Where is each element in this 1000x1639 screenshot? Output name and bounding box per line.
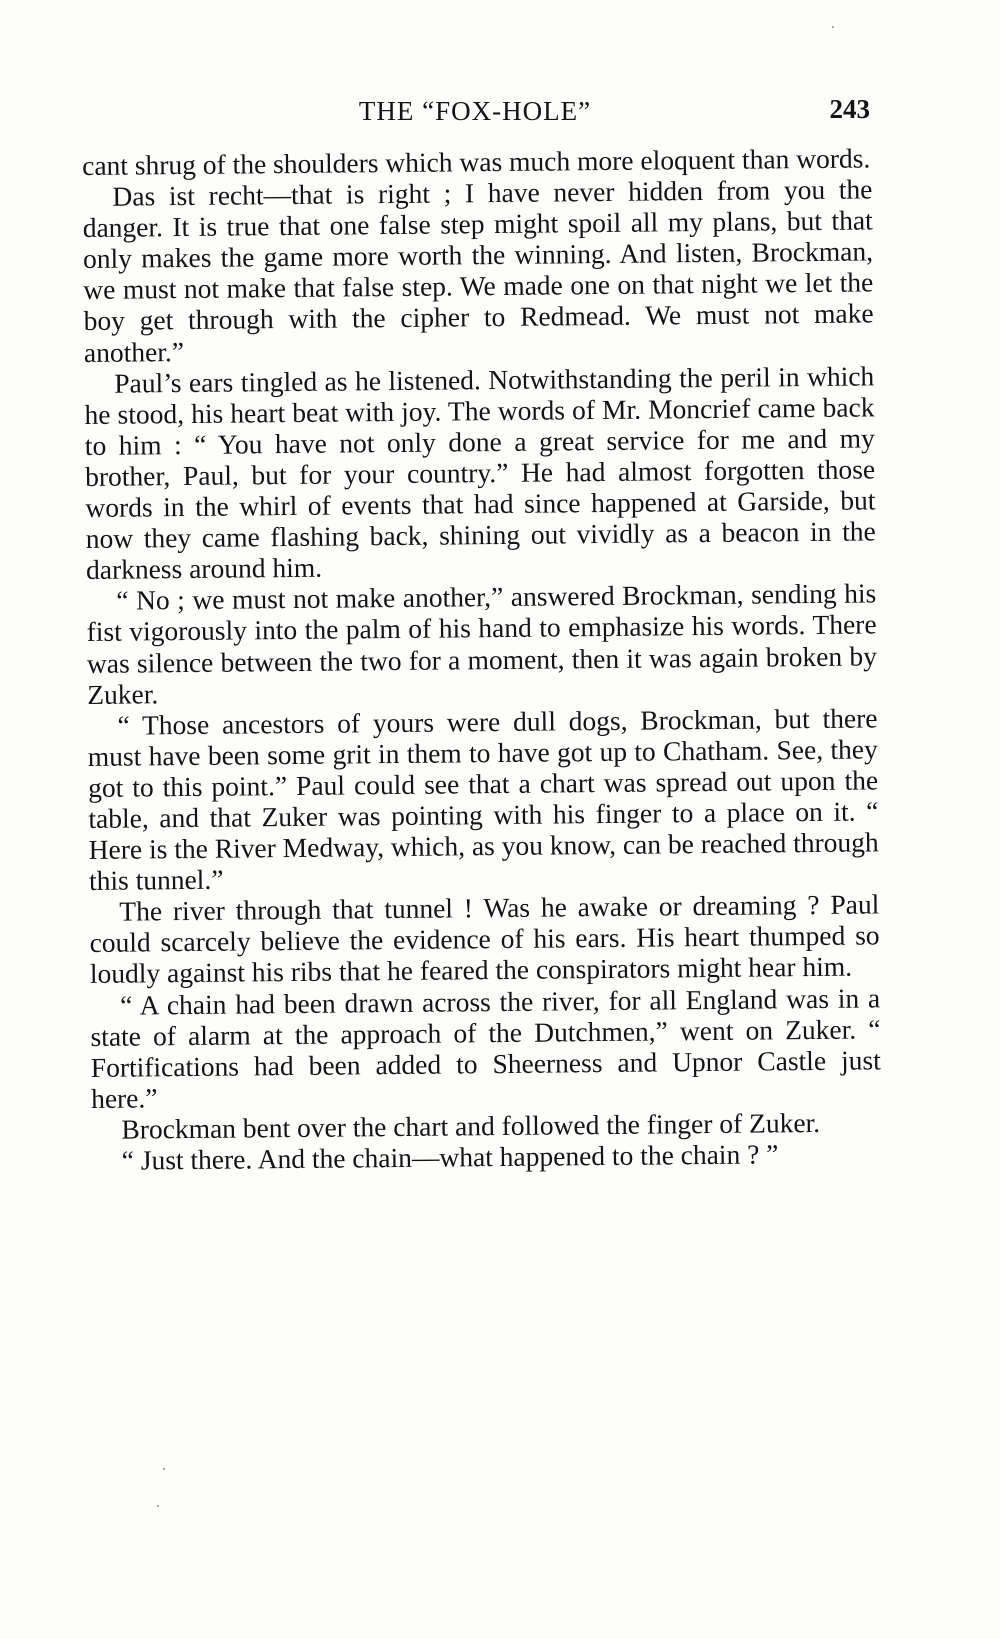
paragraph: “ No ; we must not make another,” answered Brockman, sending his fist vigorously into the palm of his hand to emphasize his words. There was silence between the two for a moment, then it was again broken by Zuker. (86, 577, 878, 710)
paragraph: Das ist recht—that is right ; I have never hidden from you the danger. It is true that one false step might spoil all my plans, but that only makes the game more worth the winning. And listen, Brockman, we must not make that false step. We made one on that night we let the boy get through with the cipher to Redmead. We must not make another.” (82, 173, 874, 368)
running-header (80, 90, 870, 130)
scan-speck (157, 1505, 159, 1507)
running-title: THE “FOX-HOLE” (358, 96, 592, 126)
paragraph: “ A chain had been drawn across the river, for all England was in a state of alarm at the approach of the Dutchmen,” went on Zuker. “ Fortifications had been added to Sheerness and Upnor Castle just here.” (90, 981, 881, 1114)
paragraph: Paul’s ears tingled as he listened. Notwithstanding the peril in which he stood, his heart beat with joy. The words of Mr. Moncrief came back to him : “ You have not only done a great service for me and my brother, Paul, but for your country.” He had almost forgotten those words in the whirl of events that had since happened at Garside, but now they came flashing back, shining out vividly as a beacon in the darkness around him. (84, 360, 876, 586)
paragraph: cant shrug of the shoulders which was much more eloquent than words. (82, 142, 871, 181)
paragraph: The river through that tunnel ! Was he awake or dreaming ? Paul could scarcely believe the evidence of his ears. His heart thumped so loudly against his ribs that he feared the conspirators might hear him. (89, 888, 880, 990)
paragraph: Brockman bent over the chart and followed the finger of Zuker. (121, 1106, 821, 1145)
body-text (82, 142, 882, 1176)
paragraph: “ Those ancestors of yours were dull dogs, Brockman, but there must have been some grit in them to have got up to Chatham. See, they got to this point.” Paul could see that a chart was spread out upon the table, and that Zuker was pointing with his finger to a place on it. “ Here is the River Medway, which, as you know, can be reached through this tunnel.” (87, 702, 879, 897)
page-number: 243 (829, 94, 870, 124)
scan-speck (832, 26, 834, 28)
scan-speck (163, 1468, 165, 1470)
paragraph: “ Just there. And the chain—what happened to the chain ? ” (121, 1138, 779, 1176)
